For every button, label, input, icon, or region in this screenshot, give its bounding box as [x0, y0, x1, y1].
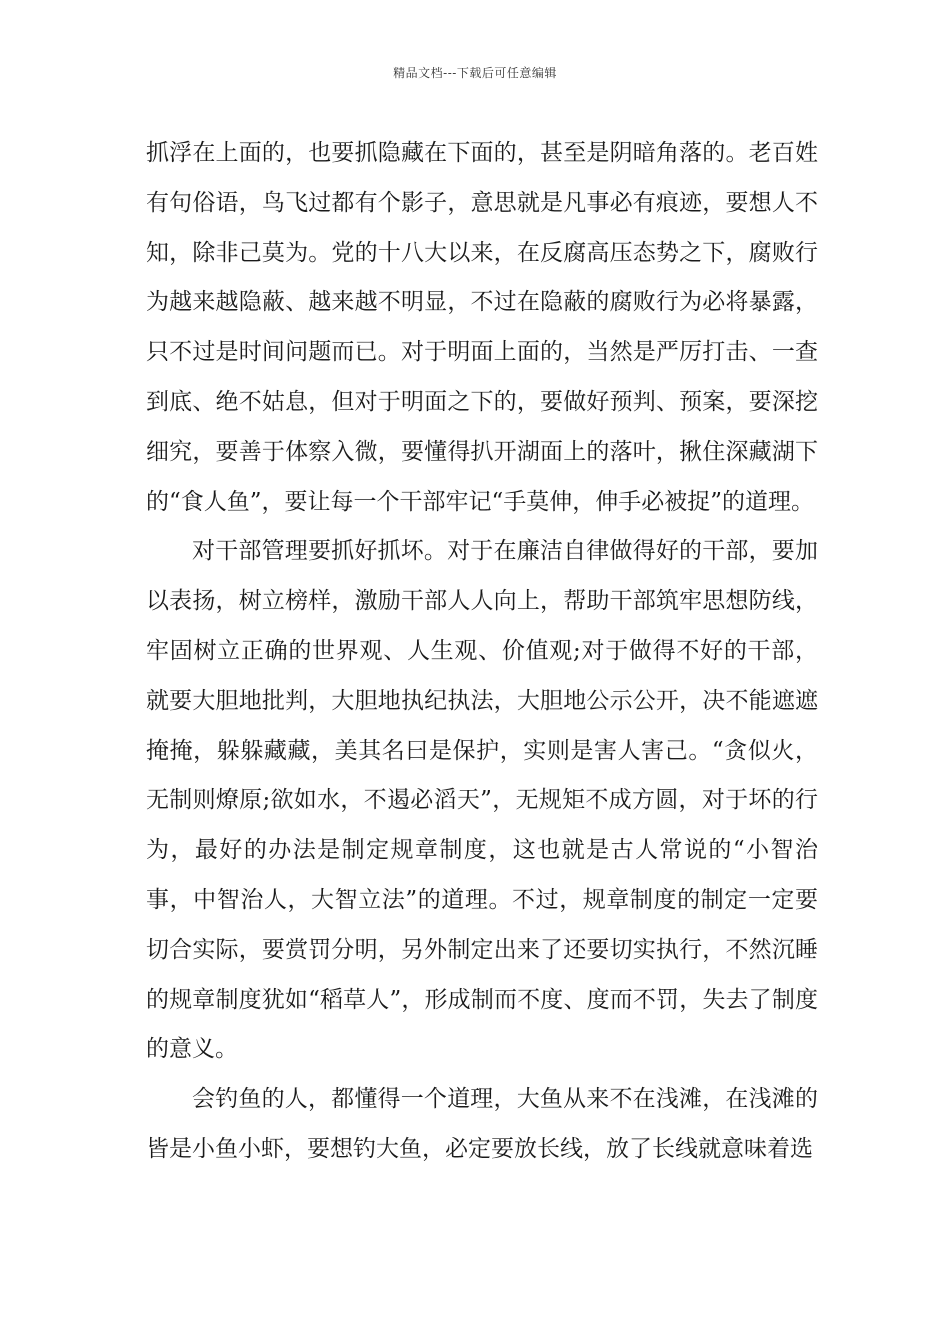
document-body	[146, 129, 818, 1175]
paragraph-2: 对干部管理要抓好抓坏。对于在廉洁自律做得好的干部，要加以表扬，树立榜样，激励干部人人向上，帮助干部筑牢思想防线，牢固树立正确的世界观、人生观、价值观;对于做得不好的干部，就要大胆地批判，大胆地执纪执法，大胆地公示公开，决不能遮遮掩掩，躲躲藏藏，美其名曰是保护，实则是害人害己。“贪似火，无制则燎原;欲如水，不遏必滔天”，无规矩不成方圆，对于坏的行为，最好的办法是制定规章制度，这也就是古人常说的“小智治事，中智治人，大智立法”的道理。不过，规章制度的制定一定要切合实际，要赏罚分明，另外制定出来了还要切实执行，不然沉睡的规章制度犹如“稻草人”，形成制而不度、度而不罚，失去了制度的意义。	[146, 538, 818, 1063]
paragraph-3: 会钓鱼的人，都懂得一个道理，大鱼从来不在浅滩，在浅滩的皆是小鱼小虾，要想钓大鱼，必定要放长线，放了长线就意味着选	[146, 1086, 818, 1162]
paragraph-1: 抓浮在上面的，也要抓隐藏在下面的，甚至是阴暗角落的。老百姓有句俗语，鸟飞过都有个影子，意思就是凡事必有痕迹，要想人不知，除非己莫为。党的十八大以来，在反腐高压态势之下，腐败行为越来越隐蔽、越来越不明显，不过在隐蔽的腐败行为必将暴露，只不过是时间问题而已。对于明面上面的，当然是严厉打击、一查到底、绝不姑息，但对于明面之下的，要做好预判、预案，要深挖细究，要善于体察入微，要懂得扒开湖面上的落叶，揪住深藏湖下的“食人鱼”，要让每一个干部牢记“手莫伸，伸手必被捉”的道理。	[146, 140, 818, 515]
page-header: 精品文档---下载后可任意编辑	[393, 66, 557, 80]
